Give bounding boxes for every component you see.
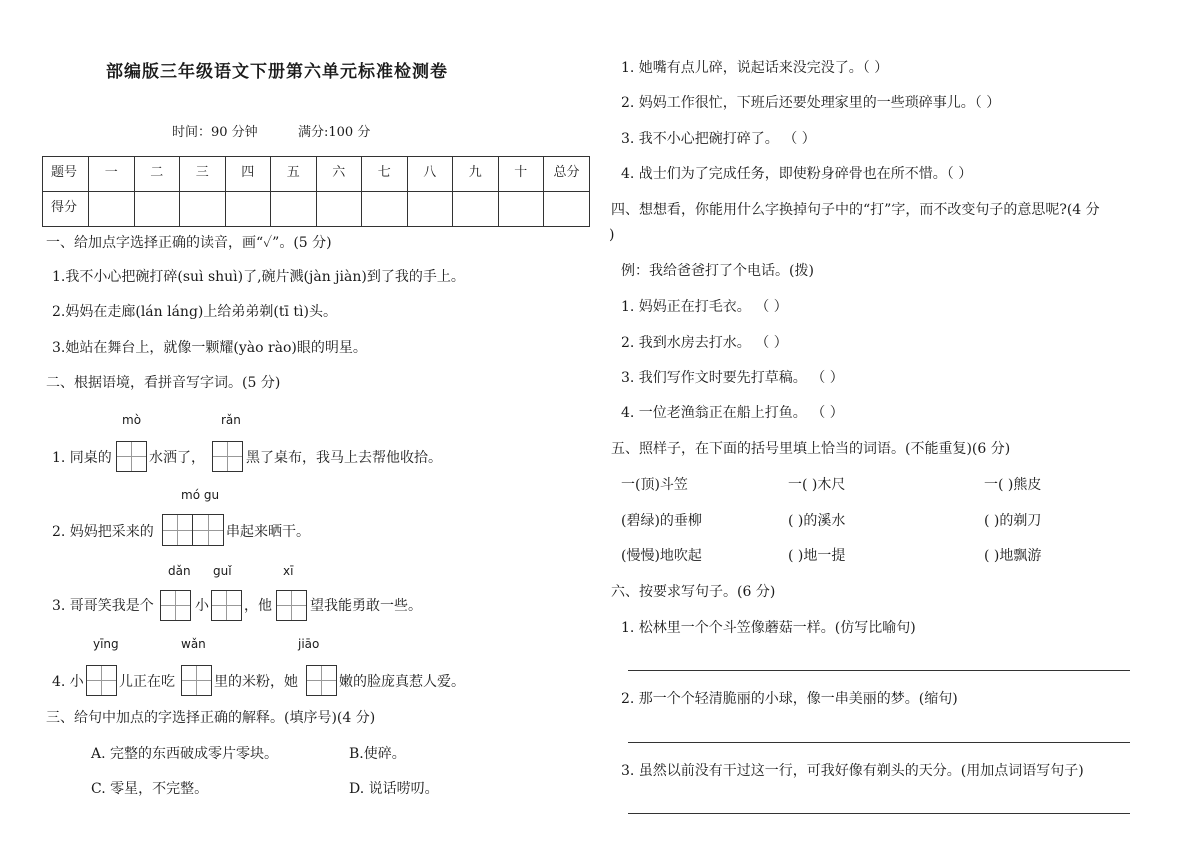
pinyin: yīng: [93, 637, 119, 651]
pinyin: jiāo: [298, 637, 320, 651]
s2-q3-text: 望我能勇敢一些。: [310, 598, 422, 614]
s2-q2-text: 2. 妈妈把采来的: [52, 524, 154, 540]
pinyin: guǐ: [213, 564, 232, 578]
char-grid-input[interactable]: [306, 665, 337, 696]
char-grid-input[interactable]: [211, 590, 242, 621]
s2-q4-text: 嫩的脸庞真惹人爱。: [339, 674, 465, 690]
s6-item-1: 1. 松林里一个个斗笠像蘑菇一样。(仿写比喻句): [621, 620, 916, 636]
s4-item-2: 2. 我到水房去打水。 （ ）: [621, 335, 788, 351]
char-grid-input[interactable]: [276, 590, 307, 621]
s4-item-1: 1. 妈妈正在打毛衣。 （ ）: [621, 299, 788, 315]
s3-option-c: C. 零星，不完整。: [91, 781, 209, 797]
s6-item-3: 3. 虽然以前没有干过这一行，可我好像有剃头的天分。(用加点词语写句子): [621, 763, 1084, 779]
s2-q4-text: 儿正在吃: [119, 674, 175, 690]
s1-item-2: 2.妈妈在走廊(lán láng)上给弟弟剃(tī tì)头。: [52, 304, 337, 320]
answer-line[interactable]: [628, 813, 1130, 814]
s6-item-2: 2. 那一个个轻清脆丽的小球，像一串美丽的梦。(缩句): [621, 691, 958, 707]
s1-item-3: 3.她站在舞台上，就像一颗耀(yào rào)眼的明星。: [52, 340, 367, 356]
s4-item-4: 4. 一位老渔翁正在船上打鱼。 （ ）: [621, 405, 844, 421]
full-score: 满分:100 分: [298, 125, 371, 140]
s2-q4-text: 4. 小: [52, 674, 84, 690]
section-6-heading: 六、按要求写句子。(6 分): [611, 584, 776, 600]
score-input-cell[interactable]: [316, 192, 362, 227]
score-input-cell[interactable]: [271, 192, 317, 227]
answer-line[interactable]: [628, 742, 1130, 743]
table-cell: 三: [180, 157, 226, 192]
s5-cell: ( )的剃刀: [984, 513, 1042, 529]
score-input-cell[interactable]: [362, 192, 408, 227]
s1-item-1: 1.我不小心把碗打碎(suì shuì)了,碗片溅(jàn jiàn)到了我的手上。: [52, 269, 465, 285]
page-title: 部编版三年级语文下册第六单元标准检测卷: [106, 62, 448, 82]
s2-q3-text: ，他: [244, 598, 272, 614]
table-cell: 题号: [43, 157, 89, 192]
section-4-heading: 四、想想看，你能用什么字换掉句子中的“打”字，而不改变句子的意思呢?(4 分: [611, 202, 1100, 218]
s2-q1-text: 1. 同桌的: [52, 450, 112, 466]
s4-example: 例：我给爸爸打了个电话。(拨): [621, 263, 814, 279]
section-2-heading: 二、根据语境，看拼音写字词。(5 分): [46, 375, 281, 391]
char-grid-input[interactable]: [86, 665, 117, 696]
s2-q1-text: 黑了桌布，我马上去帮他收拾。: [246, 450, 442, 466]
score-table-header-row: [43, 157, 590, 192]
s3-item-1: 1. 她嘴有点儿碎，说起话来没完没了。（ ）: [621, 60, 889, 76]
table-cell: 一: [89, 157, 135, 192]
table-cell: 四: [225, 157, 271, 192]
s5-cell: 一(顶)斗笠: [621, 477, 688, 493]
table-cell: 得分: [43, 192, 89, 227]
exam-time: 时间：90 分钟: [172, 125, 258, 140]
score-input-cell[interactable]: [134, 192, 180, 227]
s2-q4-text: 里的米粉，她: [214, 674, 298, 690]
answer-line[interactable]: [628, 670, 1130, 671]
table-cell: 八: [407, 157, 453, 192]
section-4-heading-cont: ): [609, 227, 615, 243]
char-cell[interactable]: [193, 515, 223, 545]
char-grid-input[interactable]: [212, 441, 243, 472]
s5-cell: ( )地一提: [788, 548, 846, 564]
score-input-cell[interactable]: [180, 192, 226, 227]
table-cell: 七: [362, 157, 408, 192]
s3-option-a: A. 完整的东西破成零片零块。: [91, 746, 279, 762]
score-input-cell[interactable]: [225, 192, 271, 227]
char-cell[interactable]: [163, 515, 193, 545]
char-grid-input[interactable]: [181, 665, 212, 696]
score-input-cell[interactable]: [544, 192, 590, 227]
pinyin: xī: [283, 564, 294, 578]
s2-q1-text: 水洒了，: [149, 450, 205, 466]
s5-cell: ( )地飘游: [984, 548, 1042, 564]
s4-item-3: 3. 我们写作文时要先打草稿。 （ ）: [621, 370, 844, 386]
char-grid-input[interactable]: [160, 590, 191, 621]
score-input-cell[interactable]: [453, 192, 499, 227]
score-table-score-row: [43, 192, 590, 227]
char-grid-input[interactable]: [162, 514, 224, 546]
section-3-heading: 三、给句中加点的字选择正确的解释。(填序号)(4 分): [46, 710, 376, 726]
s5-cell: ( )的溪水: [788, 513, 846, 529]
table-cell: 总分: [544, 157, 590, 192]
s3-item-3: 3. 我不小心把碗打碎了。 （ ）: [621, 131, 816, 147]
score-table: [42, 156, 590, 227]
s5-cell: (碧绿)的垂柳: [621, 513, 702, 529]
table-cell: 五: [271, 157, 317, 192]
s3-item-2: 2. 妈妈工作很忙，下班后还要处理家里的一些琐碎事儿。（ ）: [621, 95, 1001, 111]
s3-option-b: B.使碎。: [349, 746, 406, 762]
table-cell: 十: [498, 157, 544, 192]
s5-cell: 一( )木尺: [788, 477, 846, 493]
table-cell: 二: [134, 157, 180, 192]
pinyin: dǎn: [168, 564, 191, 578]
score-input-cell[interactable]: [89, 192, 135, 227]
s5-cell: (慢慢)地吹起: [621, 548, 702, 564]
s3-option-d: D. 说话唠叨。: [349, 781, 439, 797]
s2-q2-text: 串起来晒干。: [226, 524, 310, 540]
s2-q3-text: 3. 哥哥笑我是个: [52, 598, 154, 614]
s3-item-4: 4. 战士们为了完成任务，即使粉身碎骨也在所不惜。（ ）: [621, 166, 973, 182]
score-input-cell[interactable]: [407, 192, 453, 227]
s2-q3-text: 小: [195, 598, 209, 614]
section-5-heading: 五、照样子，在下面的括号里填上恰当的词语。(不能重复)(6 分): [611, 441, 1011, 457]
pinyin: wǎn: [181, 637, 206, 651]
score-input-cell[interactable]: [498, 192, 544, 227]
pinyin: rǎn: [221, 413, 241, 427]
pinyin: mò: [122, 413, 142, 427]
section-1-heading: 一、给加点字选择正确的读音，画“✓”。(5 分): [46, 235, 332, 251]
s5-cell: 一( )熊皮: [984, 477, 1042, 493]
char-grid-input[interactable]: [116, 441, 147, 472]
table-cell: 六: [316, 157, 362, 192]
table-cell: 九: [453, 157, 499, 192]
pinyin: mó gu: [181, 488, 220, 502]
